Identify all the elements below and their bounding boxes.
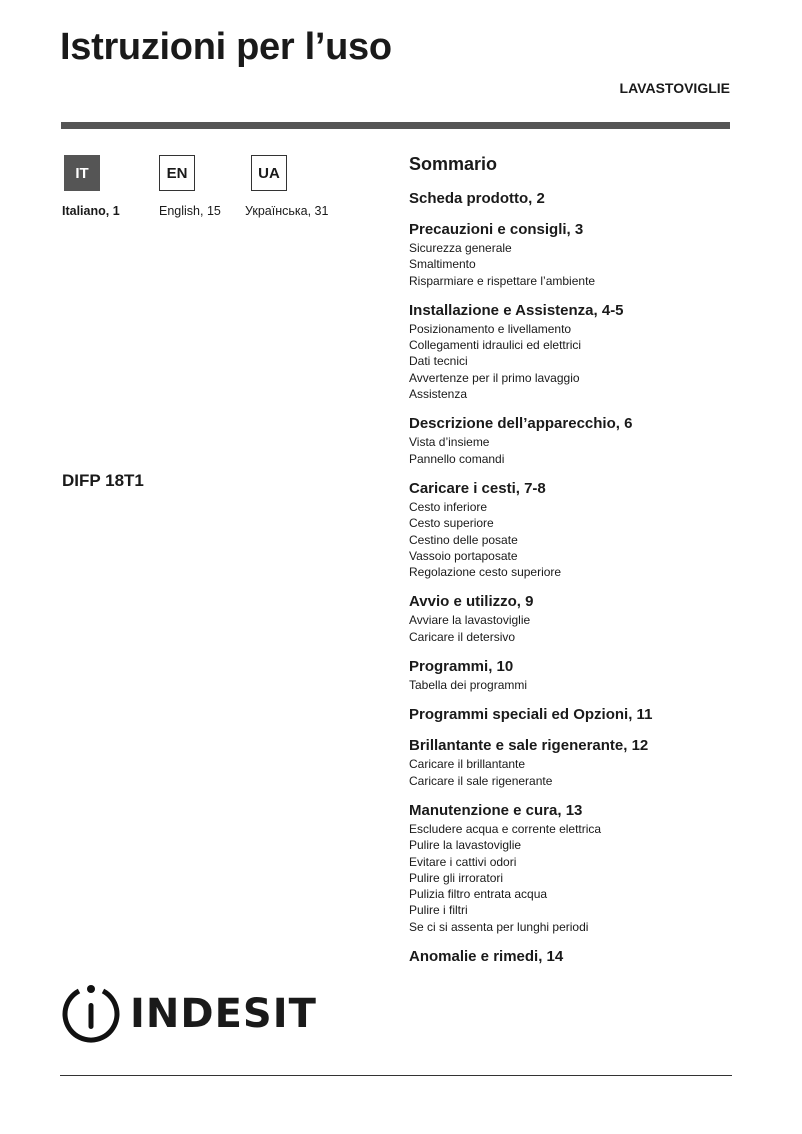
- toc-section-title[interactable]: Precauzioni e consigli, 3: [409, 221, 584, 238]
- toc-section: [409, 593, 749, 645]
- divider: [61, 122, 730, 129]
- toc-item[interactable]: Cesto inferiore: [409, 499, 488, 514]
- toc-section-title[interactable]: Scheda prodotto, 2: [409, 190, 545, 207]
- toc-section: [409, 302, 749, 402]
- toc-item[interactable]: Sicurezza generale: [409, 241, 512, 255]
- toc-item[interactable]: Pulire la lavastoviglie: [409, 838, 522, 853]
- toc-item[interactable]: Dati tecnici: [409, 354, 468, 369]
- toc-item[interactable]: Collegamenti idraulici ed elettrici: [409, 338, 582, 353]
- toc-item[interactable]: Vassoio portaposate: [409, 548, 518, 563]
- indesit-logo: [60, 983, 317, 1045]
- lang-en[interactable]: EN: [159, 155, 195, 191]
- toc-section-title[interactable]: Manutenzione e cura, 13: [409, 801, 583, 819]
- toc-section-title[interactable]: Anomalie e rimedi, 14: [409, 948, 564, 966]
- toc-item[interactable]: Posizionamento e livellamento: [409, 321, 572, 336]
- toc-item[interactable]: Pulizia filtro entrata acqua: [409, 887, 548, 902]
- brand-name: INDESIT: [130, 991, 317, 1037]
- toc-item[interactable]: Escludere acqua e corrente elettrica: [409, 821, 602, 836]
- toc-item[interactable]: Regolazione cesto superiore: [409, 565, 562, 580]
- page-title: Istruzioni per l’uso: [60, 26, 392, 68]
- toc-item[interactable]: Caricare il brillantante: [409, 757, 526, 772]
- toc-section-title[interactable]: Caricare i cesti, 7-8: [409, 479, 546, 497]
- toc-section: [409, 415, 749, 467]
- lang-en-label: English, 15: [159, 204, 221, 218]
- toc-item[interactable]: Cesto superiore: [409, 516, 494, 531]
- toc-section: [409, 706, 749, 724]
- toc-item[interactable]: Vista d’insieme: [409, 435, 490, 450]
- toc-item[interactable]: Pannello comandi: [409, 451, 505, 466]
- lang-it[interactable]: IT: [64, 155, 100, 191]
- toc-section-title[interactable]: Installazione e Assistenza, 4-5: [409, 301, 624, 319]
- toc-title: Sommario: [409, 154, 498, 174]
- toc-section-title[interactable]: Descrizione dell’apparecchio, 6: [409, 415, 633, 433]
- bottom-divider: [60, 1075, 732, 1076]
- toc-item[interactable]: Risparmiare e rispettare l’ambiente: [409, 273, 596, 288]
- toc-item[interactable]: Tabella dei programmi: [409, 678, 528, 693]
- toc-item[interactable]: Cestino delle posate: [409, 532, 518, 547]
- toc-item[interactable]: Caricare il sale rigenerante: [409, 773, 553, 788]
- toc-item[interactable]: Evitare i cattivi odori: [409, 854, 517, 869]
- toc-item[interactable]: Avviare la lavastoviglie: [409, 613, 531, 628]
- toc-section-title[interactable]: Avvio e utilizzo, 9: [409, 593, 534, 611]
- toc-item[interactable]: Pulire gli irroratori: [409, 870, 504, 885]
- toc-section: [409, 737, 749, 789]
- lang-ua-label: Українська, 31: [245, 204, 329, 218]
- indesit-power-icon: [60, 983, 122, 1045]
- table-of-contents: [409, 154, 749, 979]
- toc-section-title[interactable]: Programmi speciali ed Opzioni, 11: [409, 706, 653, 724]
- toc-section: [409, 948, 749, 966]
- lang-it-label: Italiano, 1: [62, 204, 120, 218]
- product-type: LAVASTOVIGLIE: [619, 80, 730, 96]
- toc-section: [409, 190, 749, 208]
- lang-ua[interactable]: UA: [251, 155, 287, 191]
- toc-item[interactable]: Avvertenze per il primo lavaggio: [409, 370, 580, 385]
- toc-section: [409, 658, 749, 693]
- toc-section: [409, 802, 749, 935]
- toc-section-title[interactable]: Brillantante e sale rigenerante, 12: [409, 737, 649, 755]
- toc-section: [409, 221, 749, 289]
- toc-section: [409, 480, 749, 580]
- toc-item[interactable]: Se ci si assenta per lunghi periodi: [409, 919, 589, 934]
- toc-item[interactable]: Smaltimento: [409, 257, 476, 272]
- toc-item[interactable]: Caricare il detersivo: [409, 629, 516, 644]
- toc-item[interactable]: Pulire i filtri: [409, 903, 468, 918]
- model-number: DIFP 18T1: [62, 471, 144, 490]
- toc-section-title[interactable]: Programmi, 10: [409, 658, 514, 676]
- toc-item[interactable]: Assistenza: [409, 387, 468, 402]
